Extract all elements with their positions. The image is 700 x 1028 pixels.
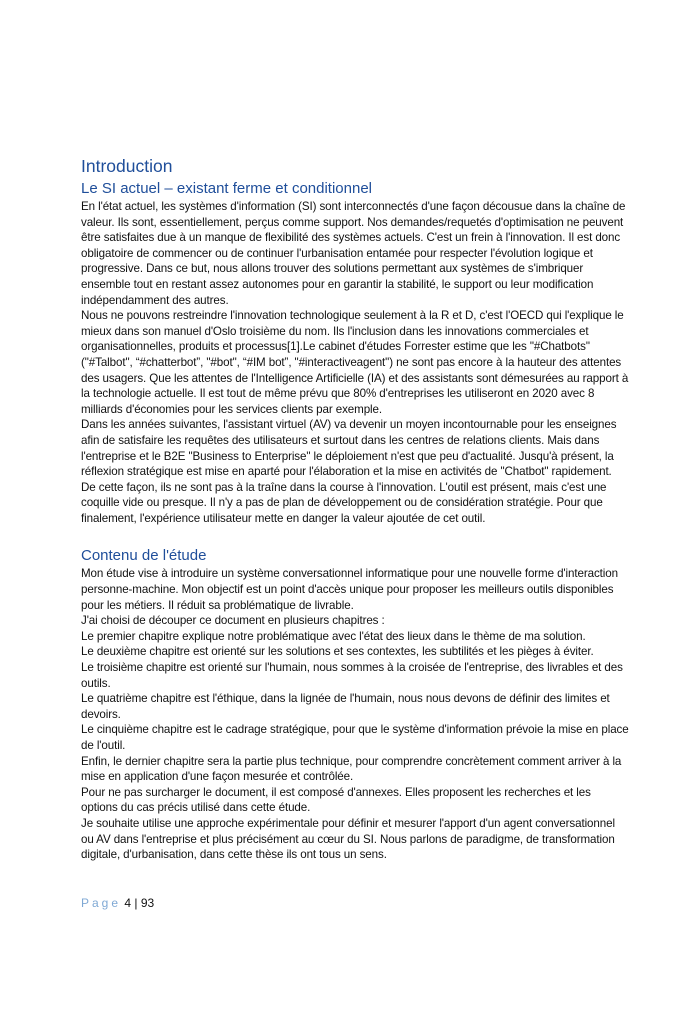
chapter-item: Le troisième chapitre est orienté sur l'humain, nous sommes à la croisée de l'entreprise, des livrables et des outils. — [81, 661, 623, 690]
chapter-item: Le cinquième chapitre est le cadrage stratégique, pour que le système d'information prévoie la mise en place de l'outil. — [81, 723, 629, 752]
document-page — [81, 154, 629, 863]
page-footer — [81, 896, 154, 910]
chapter-item: Le deuxième chapitre est orienté sur les solutions et ses contextes, les subtilités et les pièges à éviter. — [81, 645, 594, 659]
chapter-item: Enfin, le dernier chapitre sera la partie plus technique, pour comprendre concrètement comment arriver à la mise en application d'une façon mesurée et contrôlée. — [81, 754, 622, 784]
chapter-item: Le quatrième chapitre est l'éthique, dans la lignée de l'humain, nous nous devons de définir des limites et devoirs. — [81, 692, 610, 721]
paragraph: Je souhaite utilise une approche expérimentale pour définir et mesurer l'apport d'un agent conversationnel ou AV dans l'entreprise et plus précisément au cœur du SI. Nous parlons de paradigme, de transformation digitale, d'urbanisation, dans cette thèse ils ont tous un sens. — [81, 816, 615, 862]
chapter-item: Le premier chapitre explique notre problématique avec l'état des lieux dans le thème de ma solution. — [81, 629, 586, 643]
section-heading-si-actuel: Le SI actuel – existant ferme et conditionnel — [81, 180, 373, 197]
paragraph: Nous ne pouvons restreindre l'innovation technologique seulement à la R et D, c'est l'OECD qui l'explique le mieux dans son manuel d'Oslo troisième du nom. Ils l'inclusion dans les innovations commerciales et organisationnelles, produits et processus[1].Le cabinet d'études Forrester estime que les "#Chatbots" ("#Talbot", “#chatterbot”, "#bot", “#IM bot”, "#interactiveagent") ne sont pas encore à la hauteur des attentes des usagers. Que les attentes de l'Intelligence Artificielle (IA) et des assistants sont démesurées au rapport à la technologie actuelle. Il est tout de même prévu que 80% d'entreprises les utiliseront en 2020 avec 8 milliards d'économies pour les services clients par exemple. — [81, 309, 629, 416]
page-label: Page — [81, 896, 122, 910]
page-separator: | — [134, 896, 138, 910]
paragraph: J'ai choisi de découper ce document en plusieurs chapitres : — [81, 614, 385, 628]
paragraph: Mon étude vise à introduire un système conversationnel informatique pour une nouvelle forme d'interaction personne-machine. Mon objectif est un point d'accès unique pour proposer les meilleurs outils disponibles pour les métiers. Il réduit sa problématique de livrable. — [81, 567, 618, 612]
paragraph: Pour ne pas surcharger le document, il est composé d'annexes. Elles proposent les recherches et les options du cas précis utilisé dans cette étude. — [81, 785, 591, 815]
total-pages: 93 — [140, 896, 155, 910]
page-number: 4 — [124, 896, 132, 910]
section-heading-contenu: Contenu de l'étude — [81, 547, 207, 565]
page-title: Introduction — [81, 156, 173, 176]
paragraph: En l'état actuel, les systèmes d'information (SI) sont interconnectés d'une façon décousue dans la chaîne de valeur. Ils sont, essentiellement, perçus comme support. Nos demandes/requetés d'optimisation ne peuvent être satisfaites due à un manque de flexibilité des systèmes actuels. C'est un frein à l'innovation. Il est donc obligatoire de commencer ou de continuer l'urbanisation entamée pour respecter l'évolution logique et progressive. Dans ce but, nous allons trouver des solutions permettant aux systèmes de s'imbriquer ensemble tout en restant assez autonomes pour en garantir la stabilité, le support ou leur modification indépendamment des autres. — [81, 200, 626, 307]
paragraph: Dans les années suivantes, l'assistant virtuel (AV) va devenir un moyen incontournable pour les enseignes afin de satisfaire les requêtes des utilisateurs et surtout dans les centres de relations clients. Mais dans l'entreprise et le B2E "Business to Enterprise" le déploiement n'est que peu d'actualité. Jusqu'à présent, la réflexion stratégique est mise en aparté pour l'élaboration et la mise en activités de "Chatbot" rapidement. De cette façon, ils ne sont pas à la traîne dans la course à l'innovation. L'outil est présent, mais c'est une coquille vide ou presque. Il n'y a pas de plan de développement ou de considération stratégie. Pour que finalement, l'expérience utilisateur mette en danger la valeur ajoutée de cet outil. — [81, 418, 617, 525]
